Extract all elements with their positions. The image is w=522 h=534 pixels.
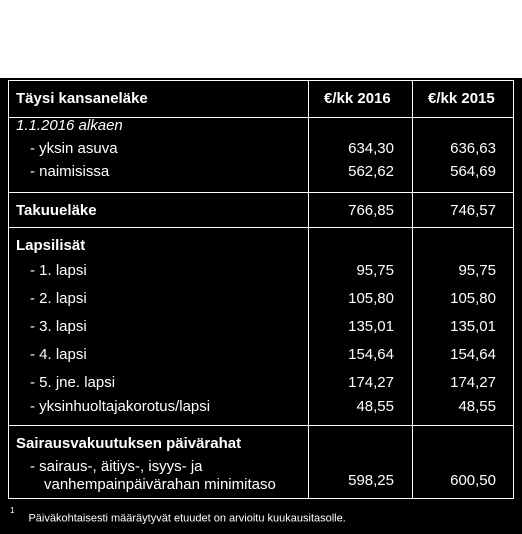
header-year-2015: €/kk 2015 (428, 90, 495, 107)
footnote-mark: 1 (10, 506, 15, 515)
table-border-left (8, 80, 9, 498)
row-value-2016: 105,80 (348, 290, 394, 307)
header-label: Täysi kansaneläke (16, 90, 148, 107)
row-label: - 5. jne. lapsi (30, 374, 116, 391)
row-value-2016: 598,25 (348, 472, 394, 489)
footnote-text: Päiväkohtaisesti määräytyvät etuudet on arvioitu kuukausitasolle. (28, 512, 346, 525)
row-label-line2: vanhempainpäivärahan minimitaso (44, 476, 276, 493)
section-title-sairausvakuutus: Sairausvakuutuksen päivärahat (16, 435, 242, 452)
row-value-2016: 634,30 (348, 140, 394, 157)
row-value-2016: 135,01 (348, 318, 394, 335)
table-border-right (513, 80, 514, 498)
header-year-2016: €/kk 2016 (324, 90, 391, 107)
section-divider-1 (8, 192, 514, 193)
row-label: - yksinhuoltajakorotus/lapsi (30, 398, 211, 415)
takuuelake-value-2015: 746,57 (450, 202, 496, 219)
row-value-2015: 564,69 (450, 163, 496, 180)
row-label-line1: - sairaus-, äitiys-, isyys- ja (30, 458, 203, 475)
row-value-2015: 154,64 (450, 346, 496, 363)
column-divider-2 (412, 80, 413, 498)
row-label: - 3. lapsi (30, 318, 87, 335)
row-label: - 2. lapsi (30, 290, 87, 307)
row-value-2016: 48,55 (356, 398, 394, 415)
row-value-2016: 154,64 (348, 346, 394, 363)
row-label: - 1. lapsi (30, 262, 87, 279)
row-value-2015: 636,63 (450, 140, 496, 157)
row-value-2015: 95,75 (458, 262, 496, 279)
row-value-2015: 600,50 (450, 472, 496, 489)
row-value-2015: 174,27 (450, 374, 496, 391)
top-blank-area (0, 0, 522, 78)
row-value-2016: 174,27 (348, 374, 394, 391)
row-value-2015: 135,01 (450, 318, 496, 335)
table-border-bottom (8, 498, 514, 499)
takuuelake-value-2016: 766,85 (348, 202, 394, 219)
table-border-top (8, 80, 514, 81)
section-divider-3 (8, 425, 514, 426)
section-title-takuuelake: Takuueläke (16, 202, 97, 219)
row-value-2015: 105,80 (450, 290, 496, 307)
row-label: - yksin asuva (30, 140, 118, 157)
section-divider-2 (8, 227, 514, 228)
row-label: - 4. lapsi (30, 346, 87, 363)
section-title-kansanelake-date: 1.1.2016 alkaen (16, 117, 123, 134)
row-label: - naimisissa (30, 163, 110, 180)
section-title-lapsilisat: Lapsilisät (16, 237, 86, 254)
row-value-2015: 48,55 (458, 398, 496, 415)
column-divider-1 (308, 80, 309, 498)
row-value-2016: 562,62 (348, 163, 394, 180)
footnote (10, 506, 346, 525)
row-value-2016: 95,75 (356, 262, 394, 279)
